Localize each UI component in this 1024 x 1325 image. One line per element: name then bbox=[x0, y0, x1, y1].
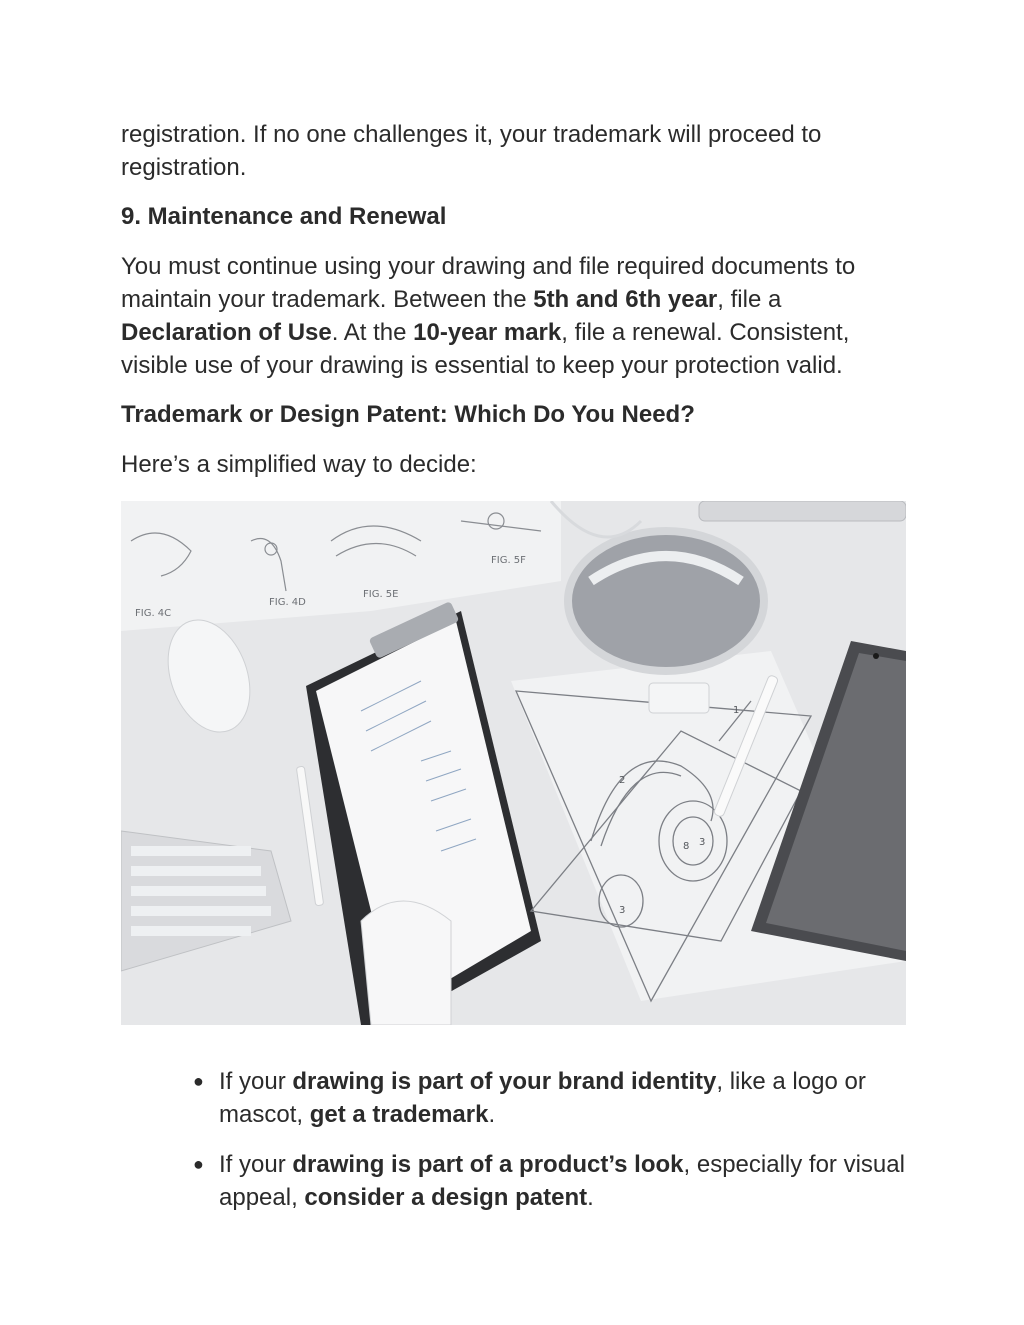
bold-5th-6th-year: 5th and 6th year bbox=[533, 286, 718, 313]
fig-label-5f: FIG. 5F bbox=[491, 555, 526, 566]
drawing-label-2: 2 bbox=[619, 775, 626, 786]
intro-paragraph: registration. If no one challenges it, your trademark will proceed to registration. bbox=[121, 121, 822, 181]
bold-product-look: drawing is part of a product’s look bbox=[292, 1151, 684, 1178]
fig-label-4d: FIG. 4D bbox=[269, 597, 306, 608]
bold-declaration-of-use: Declaration of Use bbox=[121, 319, 332, 346]
bold-brand-identity: drawing is part of your brand identity bbox=[292, 1068, 717, 1095]
section-heading-maintenance: 9. Maintenance and Renewal bbox=[121, 203, 447, 230]
drawing-label-3a: 3 bbox=[699, 837, 706, 848]
bold-get-trademark: get a trademark bbox=[309, 1101, 489, 1128]
section-heading-compare: Trademark or Design Patent: Which Do You Need? bbox=[121, 401, 695, 428]
drawing-label-1: 1 bbox=[733, 705, 740, 716]
fig-label-4c: FIG. 4C bbox=[135, 608, 172, 619]
desk-patent-drawing-photo bbox=[121, 501, 906, 1025]
maintenance-paragraph: You must continue using your drawing and file required documents to maintain your trademark. Between the 5th and 6th year, file a Declaration of Use. At the 10-year mark, file a renewal. Consistent, visible use of your drawing is essential to keep your protection valid. bbox=[121, 253, 856, 379]
drawing-label-3b: 3 bbox=[619, 905, 626, 916]
list-item: ● If your drawing is part of your brand identity, like a logo or mascot, get a trademark. bbox=[193, 1065, 906, 1131]
drawing-label-8: 8 bbox=[683, 841, 690, 852]
compare-lead: Here’s a simplified way to decide: bbox=[121, 451, 477, 478]
fig-label-5e: FIG. 5E bbox=[363, 589, 399, 600]
bold-design-patent: consider a design patent bbox=[304, 1184, 588, 1211]
bullet-icon: ● bbox=[193, 1071, 204, 1091]
document-page bbox=[121, 118, 906, 1231]
list-item: ● If your drawing is part of a product’s look, especially for visual appeal, consider a design patent. bbox=[193, 1148, 906, 1214]
decision-list bbox=[121, 1065, 906, 1214]
bullet-icon: ● bbox=[193, 1154, 204, 1174]
bold-10-year-mark: 10-year mark bbox=[413, 319, 562, 346]
